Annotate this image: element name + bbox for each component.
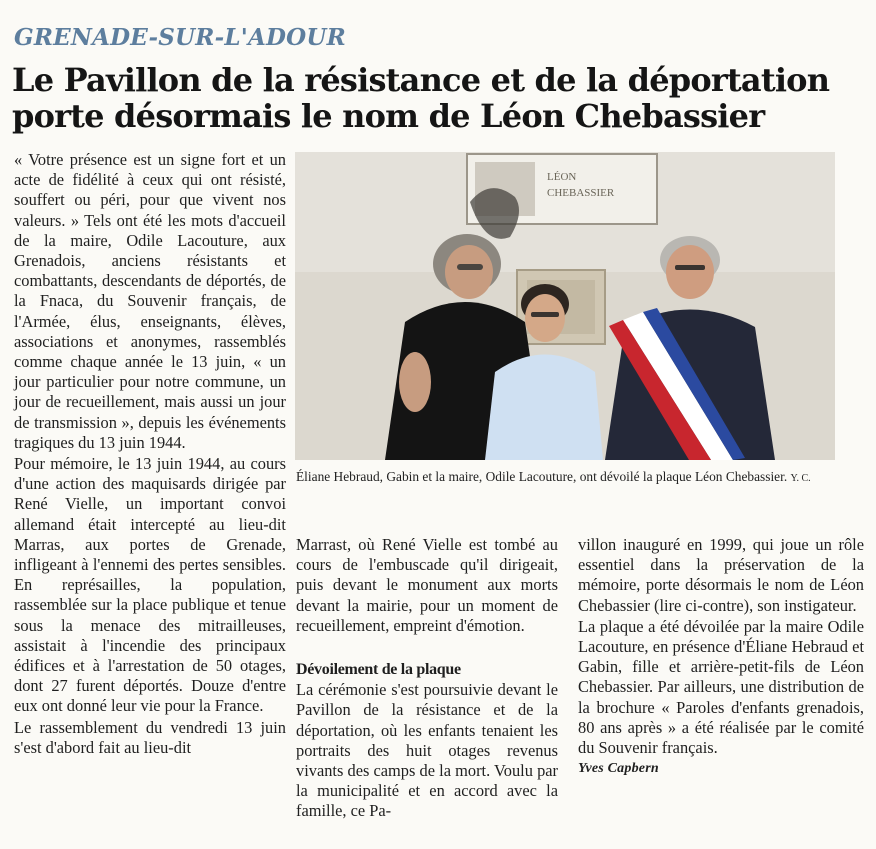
paragraph: Marrast, où René Vielle est tombé au cours de l'embuscade qu'il dirigeait, puis devant le monument aux morts devant la mairie, pour un moment de recueillement, empreint d'émotion.: [296, 535, 558, 635]
paragraph: La cérémonie s'est poursuivie devant le Pavillon de la résistance et de la déportation, où les enfants tenaient les portraits des huit otages revenus vivants des camps de la mort. Voulu par la municipalité et en accord avec la famille, ce Pa-: [296, 680, 558, 821]
paragraph: Pour mémoire, le 13 juin 1944, au cours d'une action des maquisards dirigée par René Vielle, un important convoi allemand était intercepté au lieu-dit Marras, aux portes de Grenade, infligeant à l'ennemi des pertes sensibles. En représailles, la population, rassemblée sur la place publique et tenue sous la menace des mitrailleuses, assistait à l'incendie des principaux édifices et à l'arrestation de 50 otages, dont 27 furent déportés. Douze d'entre eux ont donné leur vie pour la France.: [14, 454, 286, 716]
paragraph: La plaque a été dévoilée par la maire Odile Lacouture, en présence d'Éliane Hebraud et Gabin, fille et arrière-petit-fils de Léon Chebassier. Par ailleurs, une distribution de la brochure « Paroles d'enfants grenadois, 80 ans après » a été réalisée par le comité du Souvenir français.: [578, 616, 864, 758]
column-2: [296, 535, 558, 822]
paragraph: Le rassemblement du vendredi 13 juin s'est d'abord fait au lieu-dit: [14, 717, 286, 757]
column-1: [14, 150, 286, 758]
plaque-text-line2: CHEBASSIER: [547, 187, 615, 199]
paragraph: villon inauguré en 1999, qui joue un rôle essentiel dans la préservation de la mémoire, porte désormais le nom de Léon Chebassier (lire ci-contre), son instigateur.: [578, 535, 864, 615]
column-3: [578, 535, 864, 779]
section-kicker: GRENADE-SUR-L'ADOUR: [14, 24, 346, 51]
paragraph: « Votre présence est un signe fort et un acte de fidélité à ceux qui ont résisté, souffert ou péri, pour que vivent nos valeurs. » Tels ont été les mots d'accueil de la maire, Odile Lacouture, aux Grenadois, anciens résistants et combattants, descendants de déportés, de la Fnaca, du Souvenir français, de l'Armée, élus, enseignants, élèves, associations et anonymes, rassemblés comme chaque année le 13 juin, « un jour particulier pour notre commune, un jour de recueillement, mais aussi un jour de transmission », depuis les événements tragiques du 13 juin 1944.: [14, 150, 286, 452]
photo-credit: Y. C.: [790, 473, 811, 484]
byline: Yves Capbern: [578, 761, 659, 777]
headline-line-1: Le Pavillon de la résistance et de la déportation: [12, 61, 830, 99]
subheading: Dévoilement de la plaque: [296, 661, 461, 679]
headline-line-2: porte désormais le nom de Léon Chebassier: [12, 97, 765, 135]
plaque-text-line1: LÉON: [547, 171, 577, 183]
article-photo: [295, 152, 835, 460]
headline: [12, 62, 862, 134]
caption-text: Éliane Hebraud, Gabin et la maire, Odile Lacouture, ont dévoilé la plaque Léon Chebassier.: [296, 469, 788, 484]
photo-caption: [296, 468, 836, 488]
